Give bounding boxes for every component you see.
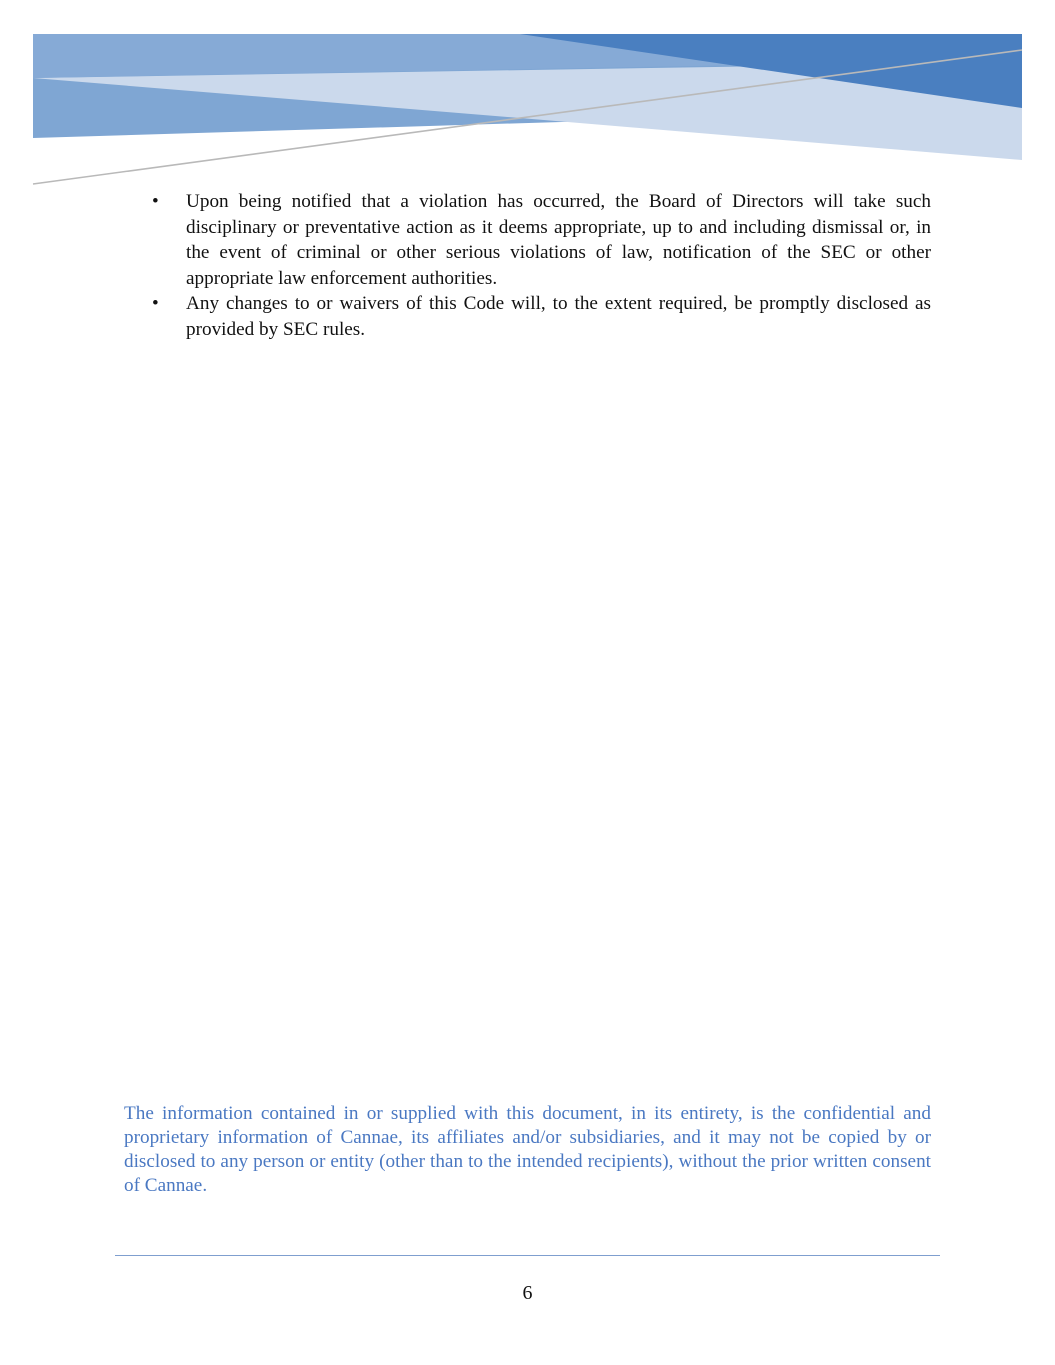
bullet-icon: •: [152, 191, 159, 212]
page-number: 6: [522, 1282, 533, 1304]
footer-divider: [115, 1255, 940, 1256]
bullet-text: Upon being notified that a violation has occurred, the Board of Directors will take such disciplinary or preventative action as it deems appropriate, up to and including dismissal or, in the event of criminal or other serious violations of law, notification of the SEC or other appropriate law enforcement authorities.: [186, 191, 931, 289]
list-item: [150, 189, 931, 291]
header-banner: [0, 0, 1055, 200]
confidentiality-notice: The information contained in or supplied with this document, in its entirety, is the confidential and proprietary information of Cannae, its affiliates and/or subsidiaries, and it may not be copied by or disclosed to any person or entity (other than to the intended recipients), without the prior written consent of Cannae.: [124, 1103, 931, 1196]
list-item: [150, 291, 931, 342]
bullet-list: [150, 189, 931, 342]
bullet-text: Any changes to or waivers of this Code will, to the extent required, be promptly disclosed as provided by SEC rules.: [186, 293, 931, 340]
bullet-icon: •: [152, 293, 159, 314]
